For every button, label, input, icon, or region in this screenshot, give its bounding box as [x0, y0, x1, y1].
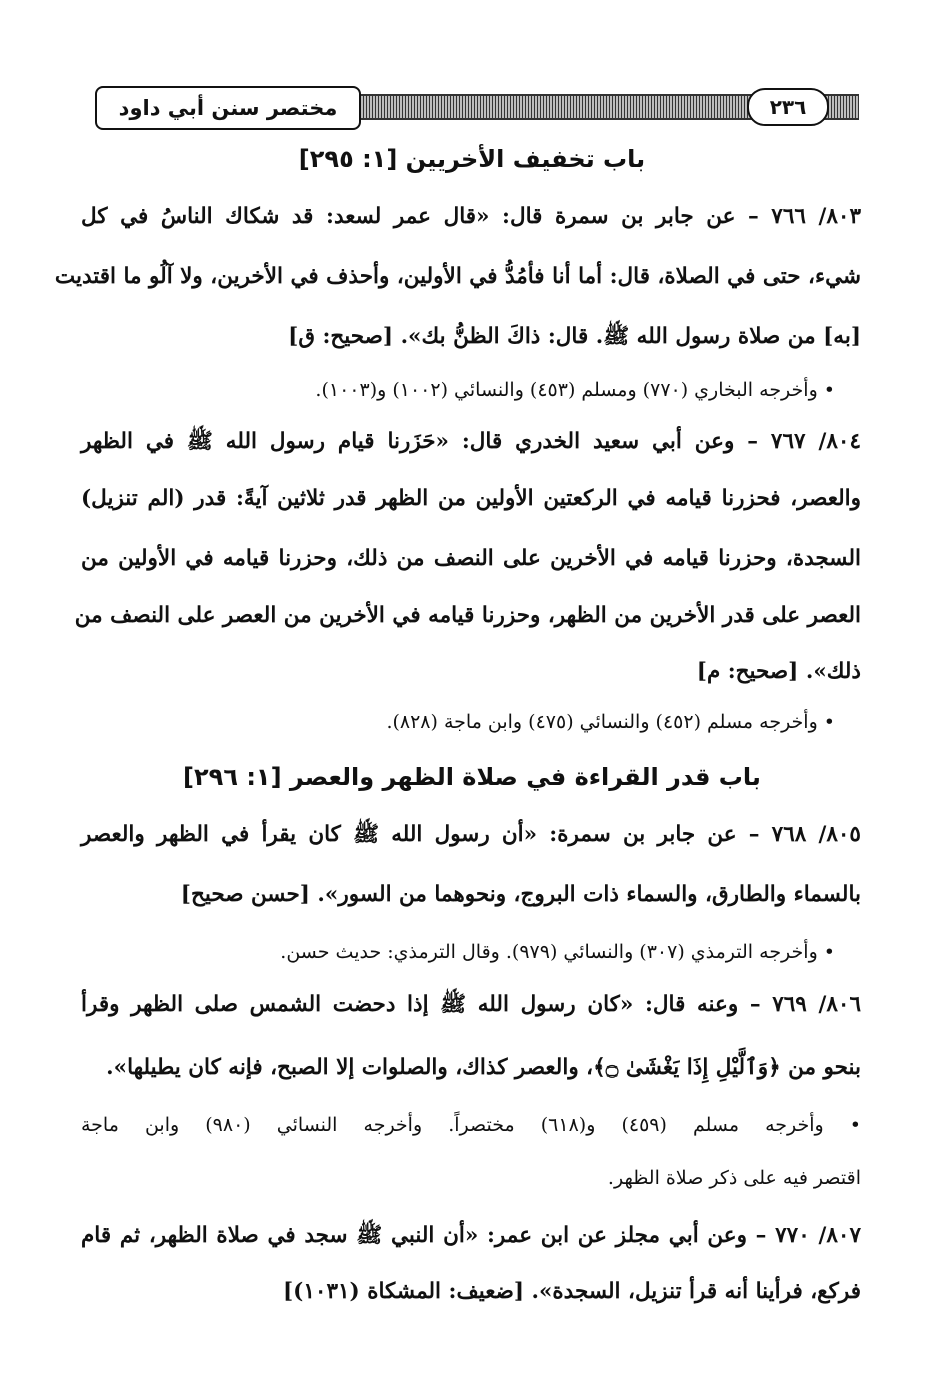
chapter-heading: باب قدر القراءة في صلاة الظهر والعصر [١: ٢٩٦]: [183, 763, 761, 791]
hadith-line: العصر على قدر الأخرين من الظهر، وحزرنا قيامه في الأخرين من العصر على النصف من: [74, 603, 861, 628]
hadith-line: بالسماء والطارق، والسماء ذات البروج، ونحوهما من السور». [حسن صحيح]: [180, 882, 861, 907]
chapter-heading: باب تخفيف الأخريين [١: ٢٩٥]: [298, 145, 646, 173]
hadith-line: بنحو من ﴿وَٱلَّيْلِ إِذَا يَغْشَىٰ ۝﴾، والعصر كذاك، والصلوات إلا الصبح، فإنه كان يطيلها».: [106, 1055, 861, 1080]
running-header: [95, 86, 859, 130]
hadith-line: ٨٠٧/ ٧٧٠ – وعن أبي مجلز عن ابن عمر: «أن النبي ﷺ سجد في صلاة الظهر، ثم قام: [81, 1223, 861, 1248]
hadith-line: والعصر، فحزرنا قيامه في الركعتين الأولين من الظهر قدر ثلاثين آيةً: قدر (الم تنزيل): [81, 486, 861, 511]
hadith-line: شيء، حتى في الصلاة، قال: أما أنا فأمُدُّ في الأولين، وأحذف في الأخرين، ولا آلُو ما اقتديت: [54, 264, 861, 289]
takhrij-note: اقتصر فيه على ذكر صلاة الظهر.: [607, 1167, 861, 1189]
hadith-line: [به] من صلاة رسول الله ﷺ. قال: ذاكَ الظنُّ بك». [صحيح: ق]: [288, 324, 861, 349]
header-ornament-band: [345, 94, 769, 120]
takhrij-note: • وأخرجه مسلم (٤٥٩) و(٦١٨) مختصراً. وأخرجه النسائي (٩٨٠) وابن ماجة: [81, 1114, 861, 1136]
hadith-line: ٨٠٣/ ٧٦٦ – عن جابر بن سمرة قال: «قال عمر لسعد: قد شكاك الناسُ في كل: [81, 204, 862, 229]
hadith-line: ٨٠٤/ ٧٦٧ – وعن أبي سعيد الخدري قال: «حَزَرنا قيام رسول الله ﷺ في الظهر: [81, 429, 861, 454]
hadith-line: فركع، فرأينا أنه قرأ تنزيل، السجدة». [ضعيف: المشكاة (١٠٣١)]: [282, 1279, 861, 1304]
hadith-line: ٨٠٥/ ٧٦٨ – عن جابر بن سمرة: «أن رسول الله ﷺ كان يقرأ في الظهر والعصر: [81, 822, 861, 847]
takhrij-note: • وأخرجه الترمذي (٣٠٧) والنسائي (٩٧٩). وقال الترمذي: حديث حسن.: [280, 941, 835, 963]
page-number: ٢٣٦: [747, 88, 829, 126]
hadith-line: ذلك». [صحيح: م]: [696, 659, 861, 684]
takhrij-note: • وأخرجه مسلم (٤٥٢) والنسائي (٤٧٥) وابن ماجة (٨٢٨).: [386, 711, 835, 733]
book-title: مختصر سنن أبي داود: [95, 86, 361, 130]
hadith-line: السجدة، وحزرنا قيامه في الأخرين على النصف من ذلك، وحزرنا قيامه في الأولين من: [81, 546, 861, 571]
hadith-line: ٨٠٦/ ٧٦٩ – وعنه قال: «كان رسول الله ﷺ إذا دحضت الشمس صلى الظهر وقرأ: [81, 992, 861, 1017]
takhrij-note: • وأخرجه البخاري (٧٧٠) ومسلم (٤٥٣) والنسائي (١٠٠٢) و(١٠٠٣).: [315, 379, 835, 401]
